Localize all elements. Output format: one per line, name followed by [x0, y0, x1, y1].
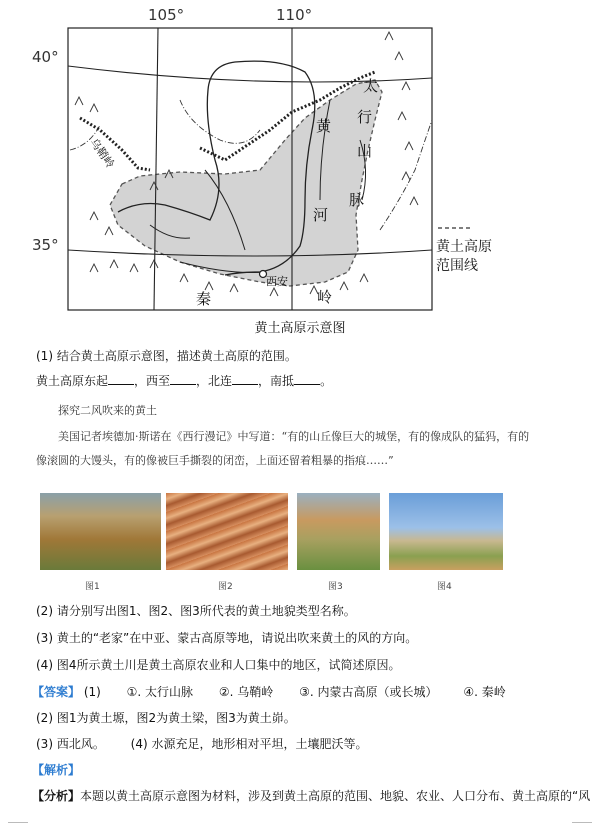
label-he: 河 [313, 206, 329, 224]
answer-4: (4) 水源充足，地形相对平坦，土壤肥沃等。 [130, 737, 368, 751]
blank-2 [170, 373, 196, 385]
question-4: (4) 图4所示黄土川是黄土高原农业和人口集中的地区，试简述原因。 [36, 658, 401, 672]
page-corner-mark [572, 822, 592, 823]
answer-1-item-3: ③. 内蒙古高原（或长城） [299, 685, 438, 699]
photo-1-loess-tableland [40, 493, 161, 570]
analysis-line [32, 787, 590, 804]
photo-4-loess-valley [389, 493, 503, 570]
answer-line-1 [32, 683, 506, 700]
boundary-line [180, 100, 260, 143]
fill-part-4: ，南抵 [258, 374, 295, 388]
photo-3-caption: 图3 [328, 582, 343, 592]
label-huang: 黄 [316, 117, 332, 135]
answer-1-prefix: (1) [83, 685, 101, 699]
map-title: 黄土高原示意图 [254, 321, 346, 336]
answer-tag: 【答案】 [32, 685, 81, 699]
analysis-tag: 【解析】 [32, 763, 81, 777]
fill-part-3: ，北连 [196, 374, 233, 388]
analysis-sub-tag: 【分析】 [32, 789, 81, 803]
longitude-105-label: 105° [148, 6, 185, 24]
latitude-35-label: 35° [32, 236, 59, 254]
answer-2: (2) 图1为黄土塬，图2为黄土梁，图3为黄土峁。 [36, 711, 296, 725]
blank-4 [294, 373, 320, 385]
label-ling: 岭 [317, 288, 333, 306]
question-1: (1) 结合黄土高原示意图，描述黄土高原的范围。 [36, 349, 297, 363]
blank-1 [108, 373, 134, 385]
quote-line-2: 像滚圆的大馒头，有的像被巨手撕裂的闭峦，上面还留着粗暴的指痕……” [36, 454, 394, 467]
question-1-fill [36, 372, 332, 389]
fill-part-5: 。 [320, 374, 333, 388]
legend-label-line1: 黄土高原 [436, 239, 492, 255]
quote-line-1: 美国记者埃德加·斯诺在《西行漫记》中写道：“有的山丘像巨大的城堡，有的像成队的猛犸，有的 [58, 430, 530, 443]
label-wushaoling: 乌鞘岭 [87, 136, 117, 171]
answer-1-item-4: ④. 秦岭 [463, 685, 506, 699]
fill-part-1: 黄土高原东起 [36, 374, 109, 388]
photo-3-loess-hill [297, 493, 380, 570]
question-2: (2) 请分别写出图1、图2、图3所代表的黄土地貌类型名称。 [36, 604, 356, 618]
answer-line-3 [36, 735, 367, 752]
label-shan: 山 [357, 142, 373, 160]
answer-3: (3) 西北风。 [36, 737, 105, 751]
photo-1-caption: 图1 [85, 582, 100, 592]
photo-2-loess-ridge [166, 493, 288, 570]
section-title: 探究二风吹来的黄土 [58, 404, 157, 417]
label-tai: 太 [363, 77, 379, 95]
blank-3 [232, 373, 258, 385]
photo-4-caption: 图4 [437, 582, 452, 592]
answer-1-item-2: ②. 乌鞘岭 [218, 685, 274, 699]
page-corner-mark [8, 822, 28, 823]
taihang-mountains [385, 32, 418, 205]
legend-label-line2: 范围线 [436, 258, 478, 274]
label-xing: 行 [357, 108, 373, 126]
answer-1-item-1: ①. 太行山脉 [126, 685, 194, 699]
boundary-line [380, 120, 432, 230]
label-mai: 脉 [349, 191, 365, 209]
latitude-40-label: 40° [32, 48, 59, 66]
photo-2-caption: 图2 [218, 582, 233, 592]
label-xian: 西安 [266, 275, 288, 288]
longitude-110-label: 110° [276, 6, 313, 24]
label-qin: 秦 [196, 290, 212, 308]
question-3: (3) 黄土的“老家”在中亚、蒙古高原等地，请说出吹来黄土的风的方向。 [36, 631, 418, 645]
analysis-text: 本题以黄土高原示意图为材料，涉及到黄土高原的范围、地貌、农业、人口分布、黄土高原的“风 [80, 789, 591, 803]
loess-plateau-map [30, 0, 570, 336]
fill-part-2: ，西至 [134, 374, 171, 388]
